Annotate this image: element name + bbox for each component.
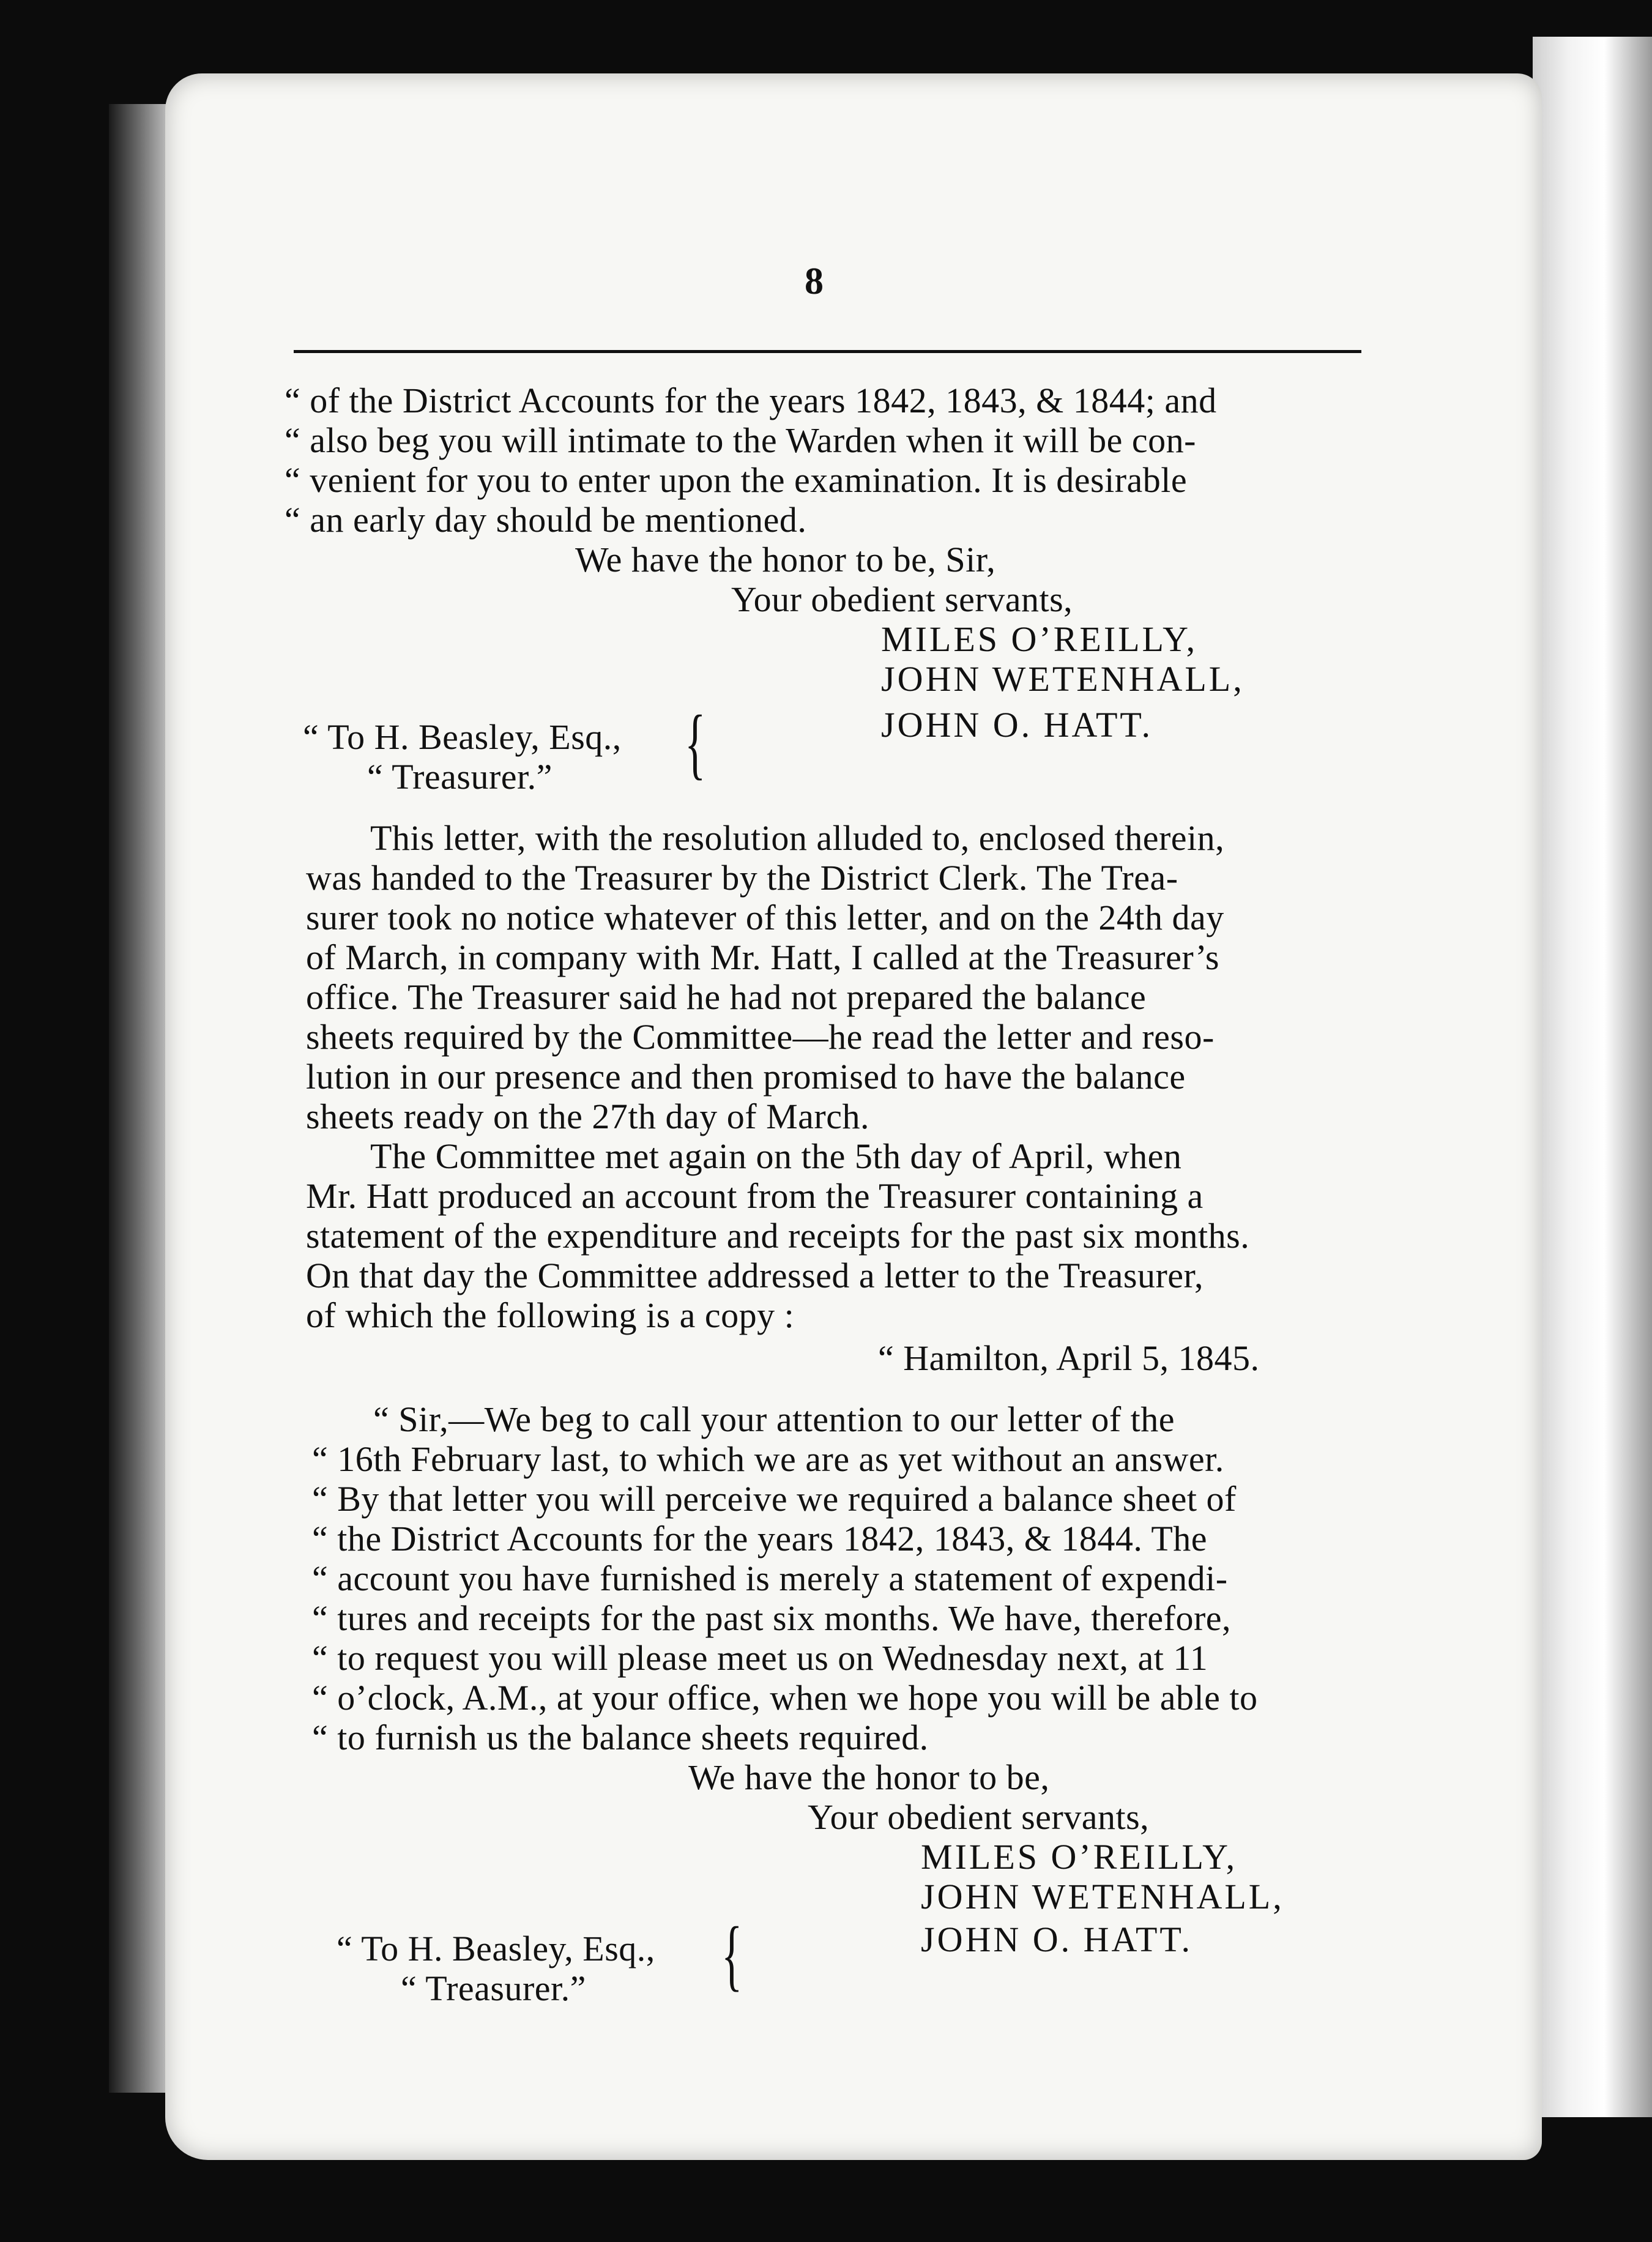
narrative-line: was handed to the Treasurer by the District Clerk. The Trea- bbox=[306, 858, 1178, 898]
letter2-line: “ tures and receipts for the past six months. We have, therefore, bbox=[312, 1598, 1232, 1638]
letter2-line: “ to furnish us the balance sheets required. bbox=[312, 1718, 929, 1757]
closing-servants: Your obedient servants, bbox=[808, 1797, 1150, 1837]
letter2-line: “ account you have furnished is merely a statement of expendi- bbox=[312, 1559, 1228, 1598]
address-line: “ Treasurer.” bbox=[367, 757, 553, 797]
address-line: “ To H. Beasley, Esq., bbox=[303, 717, 622, 757]
narrative-line: sheets required by the Committee—he read the letter and reso- bbox=[306, 1017, 1215, 1057]
signatory: JOHN WETENHALL, bbox=[881, 659, 1245, 699]
closing-honor: We have the honor to be, bbox=[688, 1757, 1050, 1797]
signatory: JOHN WETENHALL, bbox=[921, 1877, 1284, 1916]
narrative-line: Mr. Hatt produced an account from the Treasurer containing a bbox=[306, 1176, 1204, 1216]
narrative-line: statement of the expenditure and receipts for the past six months. bbox=[306, 1216, 1250, 1256]
narrative-line: surer took no notice whatever of this letter, and on the 24th day bbox=[306, 898, 1224, 937]
facing-page-edge bbox=[1533, 37, 1652, 2117]
narrative-line: On that day the Committee addressed a letter to the Treasurer, bbox=[306, 1256, 1204, 1295]
letter2-line: “ Sir,—We beg to call your attention to our letter of the bbox=[373, 1399, 1175, 1439]
narrative-line: of March, in company with Mr. Hatt, I called at the Treasurer’s bbox=[306, 937, 1219, 977]
letter2-line: “ the District Accounts for the years 1842, 1843, & 1844. The bbox=[312, 1519, 1208, 1559]
letter1-line: “ of the District Accounts for the years 1842, 1843, & 1844; and bbox=[285, 381, 1217, 420]
letter2-line: “ 16th February last, to which we are as yet without an answer. bbox=[312, 1439, 1224, 1479]
closing-servants: Your obedient servants, bbox=[731, 579, 1073, 619]
narrative-line: The Committee met again on the 5th day of April, when bbox=[370, 1136, 1182, 1176]
narrative-line: lution in our presence and then promised to have the balance bbox=[306, 1057, 1186, 1097]
letter1-line: “ an early day should be mentioned. bbox=[285, 500, 807, 540]
dateline: “ Hamilton, April 5, 1845. bbox=[878, 1338, 1260, 1378]
letter1-line: “ venient for you to enter upon the examination. It is desirable bbox=[285, 460, 1188, 500]
signatory: JOHN O. HATT. bbox=[921, 1920, 1193, 1959]
narrative-line: office. The Treasurer said he had not prepared the balance bbox=[306, 977, 1147, 1017]
signatory: MILES O’REILLY, bbox=[881, 619, 1198, 659]
signatory: MILES O’REILLY, bbox=[921, 1837, 1238, 1877]
letter2-line: “ By that letter you will perceive we required a balance sheet of bbox=[312, 1479, 1237, 1519]
narrative-line: This letter, with the resolution alluded to, enclosed therein, bbox=[370, 818, 1225, 858]
narrative-line: sheets ready on the 27th day of March. bbox=[306, 1097, 869, 1136]
narrative-line: of which the following is a copy : bbox=[306, 1295, 795, 1335]
page-number: 8 bbox=[805, 261, 824, 302]
address-line: “ To H. Beasley, Esq., bbox=[337, 1929, 655, 1968]
signatory: JOHN O. HATT. bbox=[881, 705, 1153, 745]
closing-honor: We have the honor to be, Sir, bbox=[575, 540, 996, 579]
letter1-line: “ also beg you will intimate to the Warden when it will be con- bbox=[285, 420, 1196, 460]
letter2-line: “ o’clock, A.M., at your office, when we hope you will be able to bbox=[312, 1678, 1258, 1718]
address-brace: { bbox=[721, 1911, 743, 1999]
address-brace: { bbox=[685, 699, 706, 788]
letter2-line: “ to request you will please meet us on Wednesday next, at 11 bbox=[312, 1638, 1208, 1678]
address-line: “ Treasurer.” bbox=[401, 1968, 586, 2008]
header-rule bbox=[294, 350, 1361, 353]
